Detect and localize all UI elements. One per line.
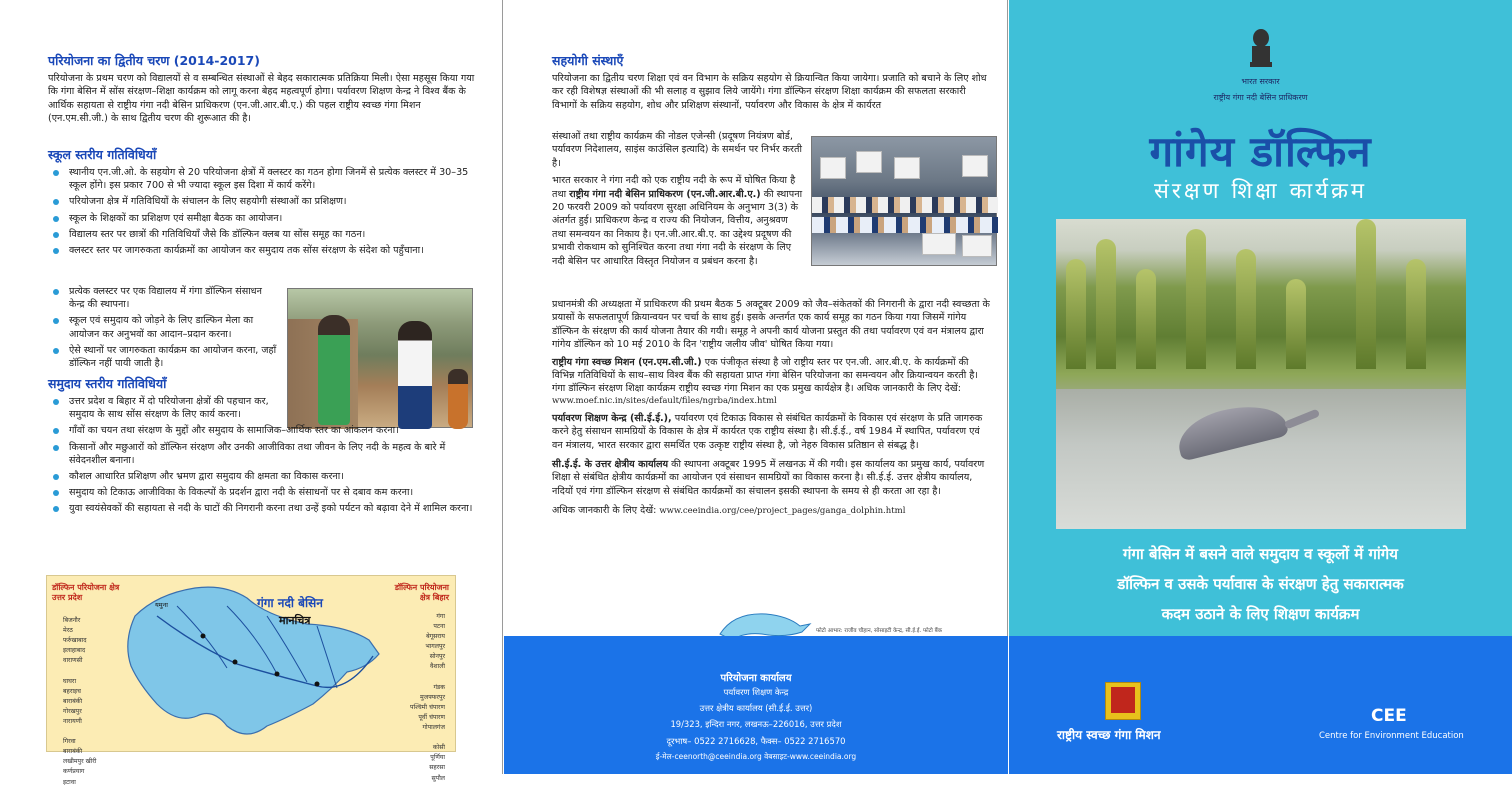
national-emblem-icon (1247, 28, 1275, 70)
list-item: स्कूल एवं समुदाय को जोड़ने के लिए डाल्फिन मेला का आयोजन कर अनुभवों का आदान–प्रदान करना। (48, 314, 280, 340)
left-panel (0, 0, 503, 786)
list-item: युवा स्वयंसेवकों की सहायता से नदी के घाटों की निगरानी करना तथा उन्हें इको पर्यटन को बढ़ावा देने में शामिल करना। (48, 502, 478, 515)
map-left-label: डॉल्फिन परियोजना क्षेत्र उत्तर प्रदेश (52, 583, 120, 602)
list-item: स्थानीय एन.जी.ओ. के सहयोग से 20 परियोजना क्षेत्रों में क्लस्टर का गठन होगा जिनमें से प्रत्येक क्लस्टर में 30–35 स्कूल होंगे। इस प्रकार 700 से भी ज्यादा स्कूल इस दिशा में कार्य करेंगे। (48, 166, 478, 192)
school-activities-section (48, 146, 478, 260)
cee-full-name: Centre for Environment Education (1319, 731, 1464, 741)
photo-credit: फोटो आभार: राजीव चौहान, सोसाइटी केन्द्र, सी.ई.ई. फोटो बैंक (816, 628, 942, 634)
community-activities-list (48, 395, 478, 516)
school-activities-heading: स्कूल स्तरीय गतिविधियाँ (48, 147, 157, 162)
phase-two-heading: परियोजना का द्वितीय चरण (2014-2017) (48, 53, 260, 68)
cover-subtitle: संरक्षण शिक्षा कार्यक्रम (1153, 179, 1368, 204)
emblem-line1: भारत सरकार (1241, 77, 1280, 86)
list-item: उत्तर प्रदेश व बिहार में दो परियोजना क्षेत्रों की पहचान कर, समुदाय के साथ सोंस संरक्षण के लिए कार्य करना। (48, 395, 280, 421)
middle-panel (504, 0, 1008, 774)
river-dolphin-photo (1056, 219, 1466, 529)
partners-text-continued: संस्थाओं तथा राष्ट्रीय कार्यक्रम की नोडल एजेन्सी (प्रदूषण नियंत्रण बोर्ड, पर्यावरण निदेशालय, साइंस काउंसिल इत्यादि) के समर्थन पर निर्भर करती है। (552, 131, 802, 169)
map-left-districts: बिजनौर मेरठ फर्रुखाबाद इलाहाबाद वाराणसी घाघरा बहराइच बाराबंकी गोरखपुर नारायणी गिरवा बाराबंकी लखीमपुर खीरी कर्णप्रयाग इटावा (63, 617, 97, 786)
cover-panel (1009, 0, 1512, 774)
more-info: अधिक जानकारी के लिए देखें: www.ceeindia.org/cee/project_pages/ganga_dolphin.html (552, 505, 906, 517)
cee-north-text: सी.ई.ई. के उत्तर क्षेत्रीय कार्यालय की स्थापना अक्टूबर 1995 में लखनऊ में की गयी। इस कार्यालय का प्रमुख कार्य, पर्यावरण शिक्षा से संबंधित क्षेत्रीय कार्यक्रमों का आयोजन एवं संसाधन सामग्रियों का विकास करना है। सी.ई.ई. उत्तर क्षेत्रीय कार्यालय, नदियों एवं गंगा डॉल्फिन संरक्षण से संबंधित कार्यक्रमों का संचालन इसकी स्थापना के समय से ही करता आ रहा है। (552, 459, 985, 497)
cover-tagline-3: कदम उठाने के लिए शिक्षण कार्यक्रम (1161, 605, 1360, 623)
list-item: प्रत्येक क्लस्टर पर एक विद्यालय में गंगा डॉल्फिन संसाधन केन्द्र की स्थापना। (48, 285, 280, 311)
phase-two-text: परियोजना के प्रथम चरण को विद्यालयों से व सम्बन्धित संस्थाओं से बेहद सकारात्मक प्रतिक्रिया मिली। ऐसा महसूस किया गया कि गंगा बेसिन में सोंस संरक्षण–शिक्षा कार्यक्रम को लागू करना बेहद महत्वपूर्ण होगा। पर्यावरण शिक्षण केन्द्र ने विश्व बैंक के आर्थिक सहायता से राष्ट्रीय गंगा नदी बेसिन प्राधिकरण (एन.जी.आर.बी.ए.) की पहल राष्ट्रीय स्वच्छ गंगा मिशन (एन.एम.सी.जी.) के साथ द्वितीय चरण की शुरूआत की है। (48, 73, 475, 125)
emblem-line2: राष्ट्रीय गंगा नदी बेसिन प्राधिकरण (1213, 93, 1308, 102)
list-item: विद्यालय स्तर पर छात्रों की गतिविधियाँ जैसे कि डॉल्फिन क्लब या सोंस समूह का गठन। (48, 228, 478, 241)
footer-org: पर्यावरण शिक्षण केन्द्र (723, 687, 789, 697)
ngm-logo-icon (1105, 682, 1141, 720)
community-activities-heading: समुदाय स्तरीय गतिविधियाँ (48, 376, 167, 391)
partners-text: परियोजना का द्वितीय चरण शिक्षा एवं वन विभाग के सक्रिय सहयोग से क्रियान्वित किया जायेगा। प्रजाति को बचाने के लिए शोध कर रही विशेषज्ञ संस्थाओं की भी सलाह व सुझाव लिये जायेंगे। गंगा डॉल्फिन संरक्षण शिक्षा कार्यक्रम की सफलता सरकारी विभागों के सक्रिय सहयोग, शोध और प्रशिक्षण संस्थानों, पर्यावरण और विकास के क्षेत्र में कार्यरत (552, 73, 987, 111)
list-item: परियोजना क्षेत्र में गतिविधियों के संचालन के लिए सहयोगी संस्थाओं का प्रशिक्षण। (48, 195, 478, 208)
list-item: स्कूल के शिक्षकों का प्रशिक्षण एवं समीक्षा बैठक का आयोजन। (48, 212, 478, 225)
map-right-label: डॉल्फिन परियोजना क्षेत्र बिहार (394, 583, 449, 602)
footer-office-title: परियोजना कार्यालय (720, 673, 792, 684)
moef-link[interactable]: www.moef.nic.in/sites/default/files/ngrba/index.html (552, 395, 777, 406)
footer-regional-office: उत्तर क्षेत्रीय कार्यालय (सी.ई.ई. उत्तर) (699, 703, 813, 713)
list-item: किसानों और मछुआरों को डॉल्फिन संरक्षण और उनकी आजीविका तथा जीवन के लिए नदी के महत्व के बारे में संवेदनशील बनाना। (48, 441, 478, 467)
ganga-basin-map (46, 575, 456, 786)
cee-text: पर्यावरण शिक्षण केन्द्र (सी.ई.ई.), पर्यावरण एवं टिकाऊ विकास से संबंधित कार्यक्रमों के विकास एवं संरक्षण के प्रति जागरुक करने हेतु संसाधन सामग्रियों के विकास के क्षेत्र में कार्यरत एक राष्ट्रीय संस्था है। सी.ई.ई., वर्ष 1984 में स्थापित, पर्यावरण एवं वन मंत्रालय, भारत सरकार द्वारा समर्थित एक उत्कृष्ट राष्ट्रीय संस्था है, जो नेहरु विकास प्रतिष्ठान से संबद्ध है। (552, 412, 983, 451)
list-item: गाँवों का चयन तथा संरक्षण के मुद्दों और समुदाय के सामाजिक–आर्थिक स्तर का आंकलन करना। (48, 424, 478, 437)
map-river-label: यमुना (155, 601, 168, 609)
phase-two-section (48, 52, 478, 126)
ngm-name: राष्ट्रीय स्वच्छ गंगा मिशन (1057, 728, 1161, 742)
project-office-footer (504, 636, 1008, 774)
cover-title: गांगेय डॉल्फिन (1149, 127, 1372, 176)
map-subtitle: मानचित्र (279, 614, 311, 627)
partners-heading: सहयोगी संस्थाएँ (552, 53, 624, 68)
map-title: गंगा नदी बेसिन (257, 596, 323, 610)
list-item: कौशल आधारित प्रशिक्षण और भ्रमण द्वारा समुदाय की क्षमता का विकास करना। (48, 470, 478, 483)
students-photo (811, 136, 997, 266)
footer-phone: दूरभाष– 0522 2716628, फैक्स– 0522 2716570 (666, 736, 846, 746)
ngrba-section (552, 130, 804, 268)
map-right-districts: गंगा पटना बेगूसराय भागलपुर सोनपुर वैशाली गंडक मुजफ्फरपुर पश्चिमी चंपारण पूर्वी चंपारण गोपालगंज कोसी पूर्णिया सहरसा सुपौल (410, 613, 445, 782)
list-item: ऐसे स्थानों पर जागरुकता कार्यक्रम का आयोजन करना, जहाँ डॉल्फिन नहीं पायी जाती है। (48, 344, 280, 370)
cover-tagline-2: डॉल्फिन व उसके पर्यावास के संरक्षण हेतु सकारात्मक (1117, 575, 1404, 593)
community-activities-section (48, 375, 478, 519)
list-item: क्लस्टर स्तर पर जागरुकता कार्यक्रमों का आयोजन कर समुदाय तक सोंस संरक्षण के संदेश को पहुँचाना। (48, 244, 478, 257)
cover-footer (1009, 636, 1512, 774)
pm-meeting-text: प्रधानमंत्री की अध्यक्षता में प्राधिकरण की प्रथम बैठक 5 अक्टूबर 2009 को जैव–संकेतकों की निगरानी के द्वारा नदी स्वच्छता के प्रयासों के सफलतापूर्ण क्रियान्वयन पर चर्चा के साथ हुई। इसके अन्तर्गत एक कार्य समूह का गठन किया गया जिसमें गांगेय डॉल्फिन के संरक्षण की कार्य योजना तैयार की गयी। समूह ने अपनी कार्य योजना प्रस्तुत की तथा पर्यावरण एवं वन मंत्रालय द्वारा गांगेय डॉल्फिन को 10 मई 2010 के दिन 'राष्ट्रीय जलीय जीव' घोषित किया गया। (552, 299, 990, 351)
mission-section (552, 298, 992, 519)
school-activities-list (48, 166, 478, 257)
ngrba-text: भारत सरकार ने गंगा नदी को एक राष्ट्रीय नदी के रूप में घोषित किया है तथा राष्ट्रीय गंगा नदी बेसिन प्राधिकरण (एन.जी.आर.बी.ए.) की स्थापना 20 फरवरी 2009 को पर्यावरण सुरक्षा अधिनियम के अनुभाग 3(3) के अंतर्गत हुई। प्राधिकरण केन्द्र व राज्य की नियोजन, वित्तीय, अनुश्रवण तथा समन्वयन का निकाय है। एन.जी.आर.बी.ए. का उद्देश्य प्रदूषण की प्रभावी रोकथाम को सुनिश्चित करना तथा गंगा नदी के संरक्षण के लिए नदी बेसिन पर आधारित विस्तृत नियोजन व प्रबंधन करना है। (552, 175, 803, 267)
footer-address: 19/323, इन्दिरा नगर, लखनऊ–226016, उत्तर प्रदेश (670, 719, 842, 729)
cee-logo-text: CEE (1371, 706, 1407, 726)
partners-section (552, 52, 992, 112)
cover-tagline-1: गंगा बेसिन में बसने वाले समुदाय व स्कूलों में गांगेय (1123, 545, 1398, 563)
list-item: समुदाय को टिकाऊ आजीविका के विकल्पों के प्रदर्शन द्वारा नदी के संसाधनों पर से दबाव कम करना। (48, 486, 478, 499)
school-activities-continued (48, 285, 280, 373)
footer-email-web: ई-मेल-ceenorth@ceeindia.org वेबसाइट-www.ceeindia.org (655, 752, 857, 761)
cee-link[interactable]: www.ceeindia.org/cee/project_pages/ganga_dolphin.html (659, 506, 906, 517)
nmcg-text: राष्ट्रीय गंगा स्वच्छ मिशन (एन.एम.सी.जी.) एक पंजीकृत संस्था है जो राष्ट्रीय स्तर पर एन.जी. आर.बी.ए. के कार्यक्रमों की विभिन्न गतिविधियों के साथ–साथ विश्व बैंक की सहायता प्राप्त गंगा बेसिन परियोजना का समन्वयन और क्रियान्वयन करती है। गंगा डॉल्फिन संरक्षण शिक्षा कार्यक्रम राष्ट्रीय स्वच्छ गंगा मिशन का एक प्रमुख कार्यक्षेत्र है। अधिक जानकारी के लिए देखें: (552, 356, 978, 395)
